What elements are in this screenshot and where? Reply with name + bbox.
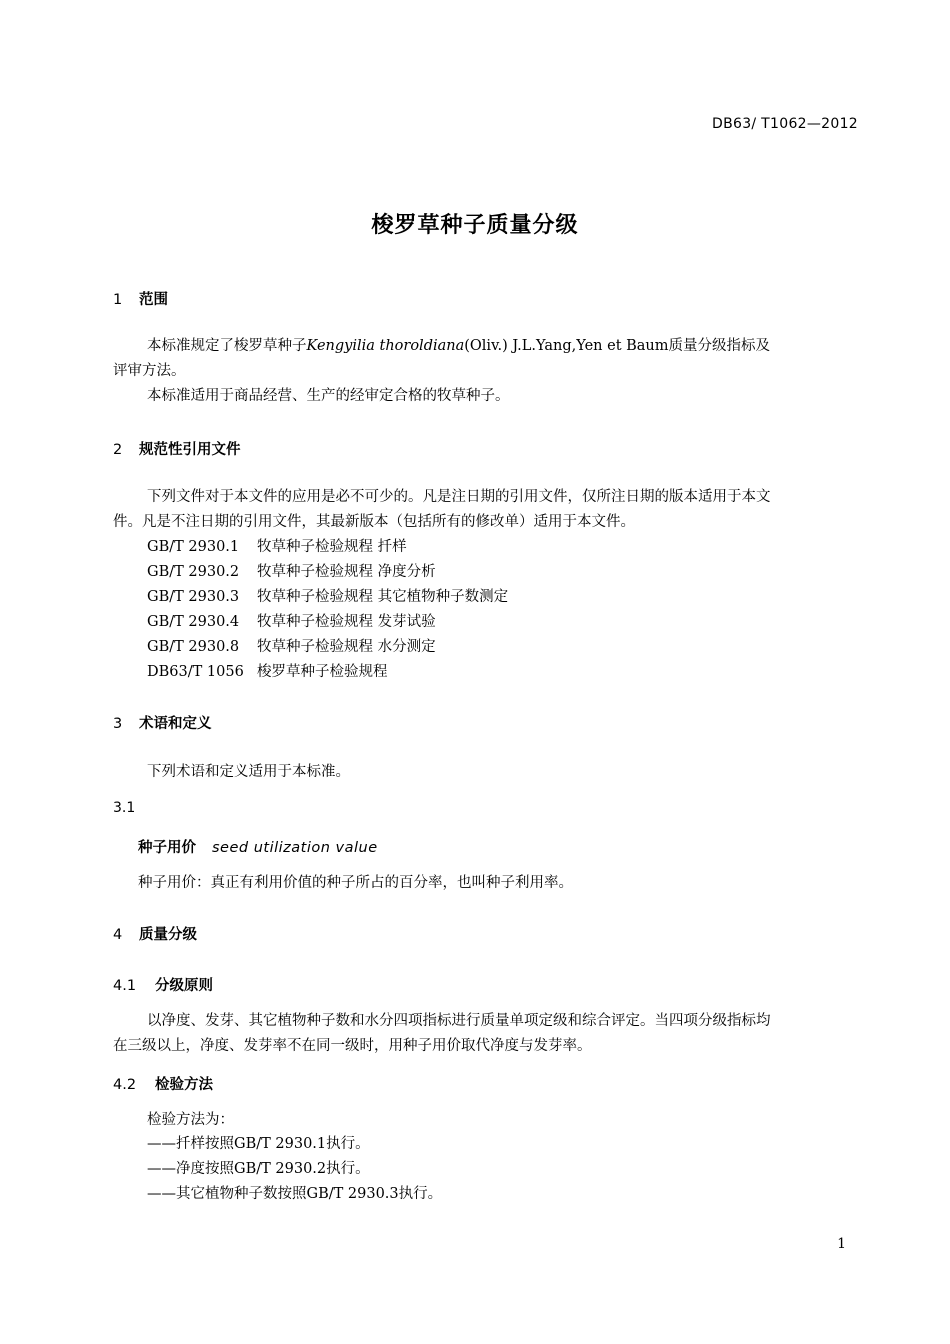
section-title: 范围 xyxy=(139,292,168,308)
subsection-number: 4.2 xyxy=(113,1077,137,1093)
term-cn: 种子用价 xyxy=(138,840,196,856)
section-3-heading xyxy=(113,712,212,733)
section-title: 规范性引用文件 xyxy=(139,442,241,458)
text: 本标准规定了梭罗草种子 xyxy=(147,338,307,354)
reference-code: DB63/T 1056 xyxy=(147,664,244,680)
subsection-number: 3.1 xyxy=(113,800,136,816)
paragraph xyxy=(147,334,770,359)
reference-item xyxy=(147,610,436,635)
reference-item xyxy=(147,635,436,660)
reference-item xyxy=(147,660,388,685)
term-entry xyxy=(138,836,378,857)
latin-name: Kengyilia thoroldiana xyxy=(306,338,465,354)
section-title: 术语和定义 xyxy=(139,716,212,732)
document-code: DB63/ T1062—2012 xyxy=(712,116,858,132)
paragraph-continuation: 评审方法。 xyxy=(113,363,186,379)
reference-code: GB/T 2930.1 xyxy=(147,539,240,555)
term-en: seed utilization value xyxy=(212,840,378,856)
subsection-title: 检验方法 xyxy=(155,1077,213,1093)
document-title: 梭罗草种子质量分级 xyxy=(371,213,579,238)
reference-title: 牧草种子检验规程 发芽试验 xyxy=(257,614,436,630)
section-number: 1 xyxy=(113,292,123,308)
list-item: ——扦样按照GB/T 2930.1执行。 xyxy=(147,1136,370,1152)
section-4-heading xyxy=(113,923,197,944)
paragraph: 本标准适用于商品经营、生产的经审定合格的牧草种子。 xyxy=(147,388,510,404)
paragraph: 下列文件对于本文件的应用是必不可少的。凡是注日期的引用文件，仅所注日期的版本适用于本文 xyxy=(147,489,771,505)
reference-title: 牧草种子检验规程 净度分析 xyxy=(257,564,436,580)
reference-title: 牧草种子检验规程 水分测定 xyxy=(257,639,436,655)
section-number: 3 xyxy=(113,716,123,732)
reference-item xyxy=(147,585,508,610)
term-definition: 种子用价：真正有利用价值的种子所占的百分率，也叫种子利用率。 xyxy=(138,875,573,891)
subsection-4-1-heading xyxy=(113,974,213,995)
reference-code: GB/T 2930.4 xyxy=(147,614,240,630)
page-number: 1 xyxy=(837,1236,846,1252)
section-1-heading xyxy=(113,288,168,309)
reference-title: 梭罗草种子检验规程 xyxy=(257,664,388,680)
reference-code: GB/T 2930.3 xyxy=(147,589,240,605)
paragraph-continuation: 件。凡是不注日期的引用文件，其最新版本（包括所有的修改单）适用于本文件。 xyxy=(113,514,635,530)
reference-title: 牧草种子检验规程 其它植物种子数测定 xyxy=(257,589,509,605)
subsection-title: 分级原则 xyxy=(155,978,213,994)
list-item: ——其它植物种子数按照GB/T 2930.3执行。 xyxy=(147,1186,443,1202)
list-item: ——净度按照GB/T 2930.2执行。 xyxy=(147,1161,370,1177)
reference-item xyxy=(147,560,436,585)
reference-title: 牧草种子检验规程 扦样 xyxy=(257,539,407,555)
section-2-heading xyxy=(113,438,241,459)
paragraph: 以净度、发芽、其它植物种子数和水分四项指标进行质量单项定级和综合评定。当四项分级指标均 xyxy=(147,1013,771,1029)
text: (Oliv.) J.L.Yang,Yen et Baum质量分级指标及 xyxy=(464,338,771,354)
section-number: 4 xyxy=(113,927,123,943)
subsection-number: 4.1 xyxy=(113,978,137,994)
reference-item xyxy=(147,535,407,560)
paragraph: 下列术语和定义适用于本标准。 xyxy=(147,764,350,780)
paragraph-continuation: 在三级以上，净度、发芽率不在同一级时，用种子用价取代净度与发芽率。 xyxy=(113,1038,592,1054)
paragraph: 检验方法为： xyxy=(147,1112,234,1128)
reference-code: GB/T 2930.8 xyxy=(147,639,240,655)
subsection-4-2-heading xyxy=(113,1073,213,1094)
section-title: 质量分级 xyxy=(139,927,197,943)
reference-code: GB/T 2930.2 xyxy=(147,564,240,580)
section-number: 2 xyxy=(113,442,123,458)
